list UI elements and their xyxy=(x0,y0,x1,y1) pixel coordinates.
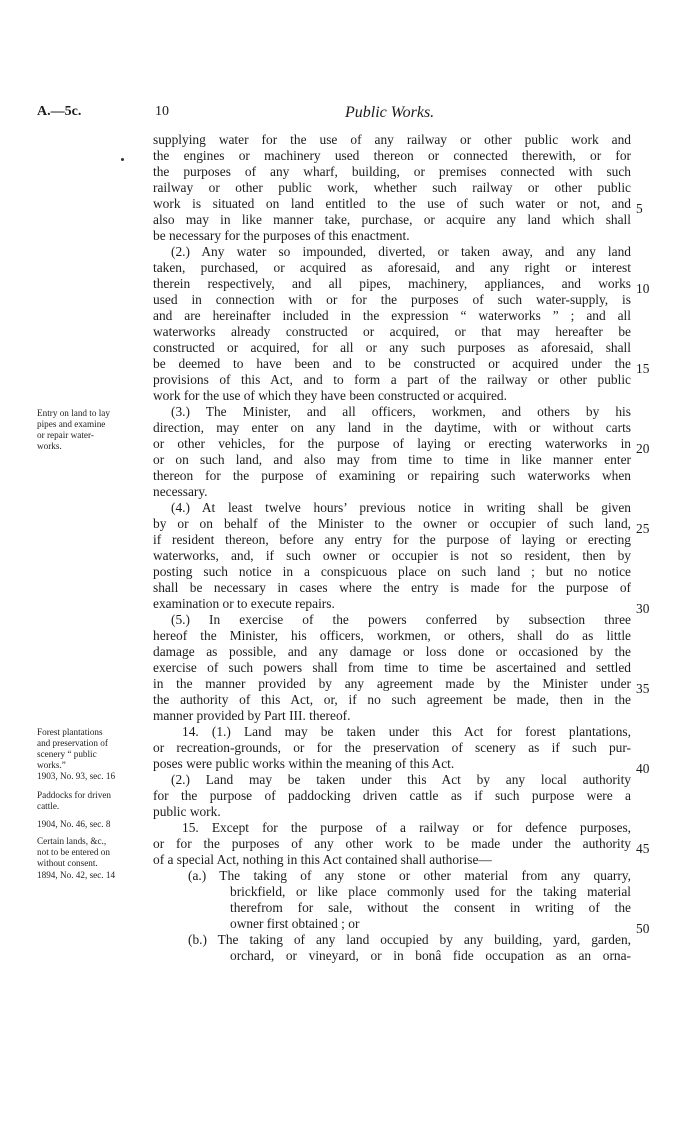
line-number: 35 xyxy=(636,681,650,696)
text-line: brickfield, or like place commonly used for the taking material xyxy=(230,884,631,899)
text-line: or recreation-grounds, or for the preservation of scenery as if such pur- xyxy=(153,740,631,755)
line-number: 50 xyxy=(636,921,650,936)
text-line: used in connection with or for the purposes of such water-supply, is xyxy=(153,292,631,307)
text-line: (b.) The taking of any land occupied by any building, yard, garden, xyxy=(188,932,631,947)
margin-note-line: or repair water- xyxy=(37,430,94,440)
margin-note-line: not to be entered on xyxy=(37,847,110,857)
text-line: also may in like manner take, purchase, or acquire any land which shall xyxy=(153,212,631,227)
text-line: posting such notice in a conspicuous place on such land ; but no notice xyxy=(153,564,631,579)
text-line: be necessary for the purposes of this enactment. xyxy=(153,228,410,243)
margin-note xyxy=(37,836,152,869)
text-line: (a.) The taking of any stone or other material from any quarry, xyxy=(188,868,631,883)
text-line: railway or other public work, whether such railway or other public xyxy=(153,180,631,195)
text-line: for the purpose of paddocking driven cattle as if such purpose were a xyxy=(153,788,631,803)
text-line: or on such land, and also may from time to time in like manner enter xyxy=(153,452,631,467)
text-line: (2.) Any water so impounded, diverted, or taken away, and any land xyxy=(171,244,631,259)
margin-note xyxy=(37,408,152,452)
text-line: (3.) The Minister, and all officers, workmen, and others by his xyxy=(171,404,631,419)
bullet-mark xyxy=(121,158,124,161)
text-line: and are hereinafter included in the expression “ waterworks ” ; and all xyxy=(153,308,631,323)
margin-note-line: Certain lands, &c., xyxy=(37,836,107,846)
margin-note-line: 1903, No. 93, sec. 16 xyxy=(37,771,116,781)
text-line: (4.) At least twelve hours’ previous notice in writing shall be given xyxy=(171,500,631,515)
line-number: 15 xyxy=(636,361,650,376)
line-number: 25 xyxy=(636,521,650,536)
text-line: owner first obtained ; or xyxy=(230,916,360,931)
page-title: Public Works. xyxy=(345,104,435,121)
text-line: examination or to execute repairs. xyxy=(153,596,335,611)
text-line: waterworks, and, if such owner or occupier is not so resident, then by xyxy=(153,548,631,563)
text-line: orchard, or vineyard, or in bonâ fide occupation as an orna- xyxy=(230,948,631,963)
text-line: supplying water for the use of any railway or other public work and xyxy=(153,132,631,147)
text-line: 14. (1.) Land may be taken under this Act for forest plantations, xyxy=(182,724,631,739)
text-line: therefrom for sale, without the consent in writing of the xyxy=(230,900,631,915)
text-line: or for the purposes of any other work to be made under the authority xyxy=(153,836,631,851)
margin-note-line: works. xyxy=(37,441,62,451)
text-line: 15. Except for the purpose of a railway or for defence purposes, xyxy=(182,820,631,835)
text-line: the purposes of any wharf, building, or premises connected with such xyxy=(153,164,631,179)
line-number: 30 xyxy=(636,601,650,616)
margin-note-line: without consent. xyxy=(37,858,98,868)
text-line: necessary. xyxy=(153,484,208,499)
text-line: (5.) In exercise of the powers conferred by subsection three xyxy=(171,612,631,627)
text-line: work for the use of which they have been constructed or acquired. xyxy=(153,388,507,403)
text-line: manner provided by Part III. thereof. xyxy=(153,708,351,723)
text-line: direction, may enter on any land in the daytime, with or without carts xyxy=(153,420,631,435)
line-number: 10 xyxy=(636,281,650,296)
margin-note-citation xyxy=(37,771,152,782)
margin-note xyxy=(37,727,152,771)
text-line: in the manner provided by any agreement made by the Minister under xyxy=(153,676,631,691)
text-line: or other vehicles, for the purpose of laying or erecting waterworks in xyxy=(153,436,631,451)
line-number: 45 xyxy=(636,841,650,856)
margin-note-line: Entry on land to lay xyxy=(37,408,110,418)
margin-note-citation xyxy=(37,819,152,830)
line-number: 20 xyxy=(636,441,650,456)
margin-note-line: 1904, No. 46, sec. 8 xyxy=(37,819,111,829)
text-line: exercise of such powers shall from time to time be ascertained and settled xyxy=(153,660,631,675)
text-line: by or on behalf of the Minister to the owner or occupier of such land, xyxy=(153,516,631,531)
margin-note xyxy=(37,790,152,812)
line-number: 40 xyxy=(636,761,650,776)
text-line: shall be necessary in cases where the entry is made for the purpose of xyxy=(153,580,631,595)
margin-note-line: pipes and examine xyxy=(37,419,106,429)
margin-note-line: and preservation of xyxy=(37,738,108,748)
text-line: constructed or acquired, for all or any such purposes as aforesaid, shall xyxy=(153,340,631,355)
margin-note-line: cattle. xyxy=(37,801,60,811)
text-line: waterworks already constructed or acquired, or that may hereafter be xyxy=(153,324,631,339)
margin-note-line: 1894, No. 42, sec. 14 xyxy=(37,870,116,880)
text-line: of a special Act, nothing in this Act contained shall authorise— xyxy=(153,852,492,867)
margin-note-line: Forest plantations xyxy=(37,727,103,737)
margin-note-citation xyxy=(37,870,152,881)
line-number: 5 xyxy=(636,201,643,216)
text-line: work is situated on land entitled to the use of such water or not, and xyxy=(153,196,631,211)
text-line: (2.) Land may be taken under this Act by any local authority xyxy=(171,772,631,787)
text-line: the engines or machinery used thereon or connected therewith, or for xyxy=(153,148,631,163)
text-line: if resident thereon, before any entry for the purpose of laying or erecting xyxy=(153,532,631,547)
text-line: thereon for the purpose of examining or repairing such waterworks when xyxy=(153,468,631,483)
text-line: therein respectively, and all pipes, machinery, appliances, and works xyxy=(153,276,631,291)
margin-note-line: Paddocks for driven xyxy=(37,790,111,800)
margin-note-line: works.” xyxy=(37,760,66,770)
text-line: damage as possible, and any damage or loss done or occasioned by the xyxy=(153,644,631,659)
text-line: taken, purchased, or acquired as aforesaid, and any right or interest xyxy=(153,260,631,275)
text-line: poses were public works within the meaning of this Act. xyxy=(153,756,455,771)
document-id: A.—5c. xyxy=(37,104,82,119)
page-number: 10 xyxy=(155,104,169,119)
text-line: hereof the Minister, his officers, workmen, or others, shall do as little xyxy=(153,628,631,643)
text-line: provisions of this Act, and to form a part of the railway or other public xyxy=(153,372,631,387)
margin-note-line: scenery “ public xyxy=(37,749,97,759)
text-line: the authority of this Act, or, if no such agreement be made, then in the xyxy=(153,692,631,707)
text-line: be deemed to have been and to be constructed or acquired under the xyxy=(153,356,631,371)
text-line: public work. xyxy=(153,804,221,819)
